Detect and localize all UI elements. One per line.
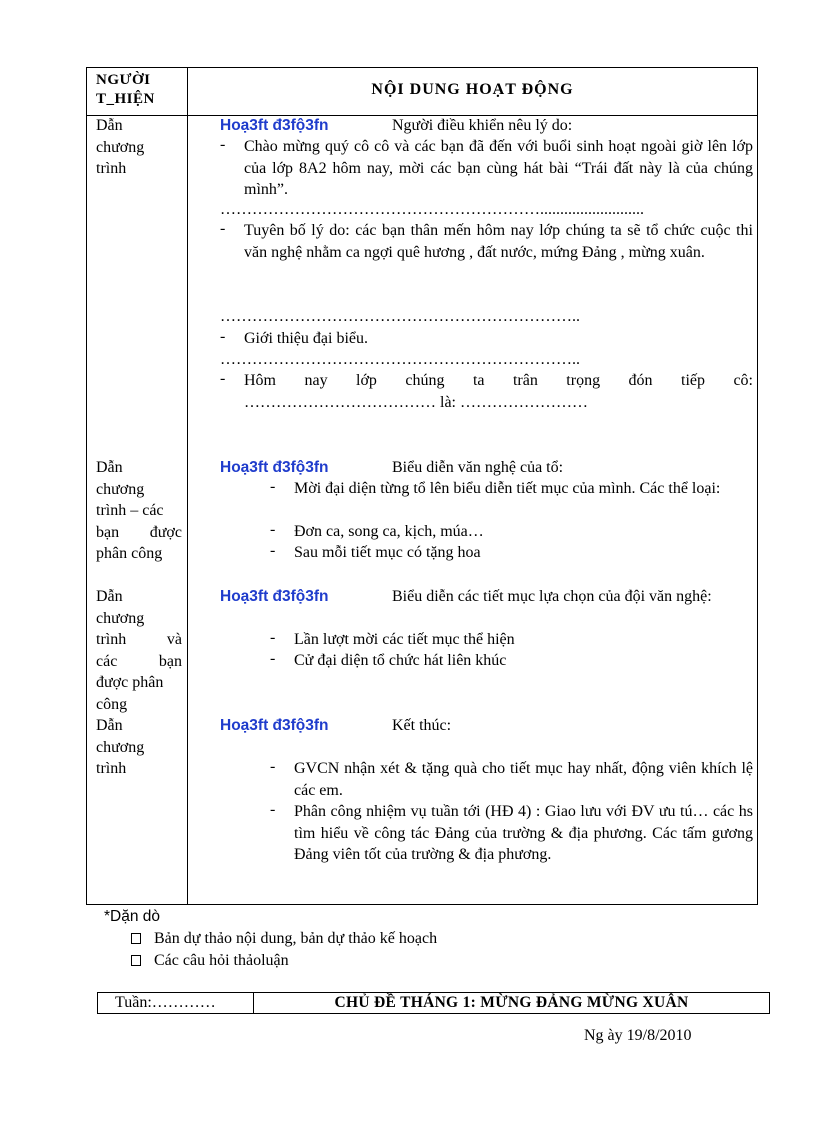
activity-intro: Kết thúc:	[392, 717, 452, 734]
activity-label: Hoạ3ft đ3fộ3fn	[220, 459, 329, 476]
performer-line: trình và	[96, 631, 182, 648]
activity-label: Hoạ3ft đ3fộ3fn	[220, 717, 329, 734]
notes-title: *Dặn dò	[104, 908, 161, 925]
bullet-item: - Đơn ca, song ca, kịch, múa…	[270, 521, 753, 543]
dotted-line: …………………………………………………………..	[220, 308, 580, 325]
dotted-line: …………………………………………………………..	[220, 351, 580, 368]
bullet-item: - Cử đại diện tổ chức hát liên khúc	[270, 650, 753, 672]
note-text: Các câu hỏi thảoluận	[154, 952, 289, 969]
checkbox-icon	[131, 955, 141, 966]
bullet-text: Sau mỗi tiết mục có tặng hoa	[294, 544, 481, 561]
header-performer: NGƯỜI T_HIỆN	[96, 72, 155, 107]
bullet-item: - GVCN nhận xét & tặng quà cho tiết mục hay nhất, động viên khích lệ các em.	[270, 758, 753, 801]
activity-intro: Biểu diễn các tiết mục lựa chọn của đội văn nghệ:	[392, 588, 712, 605]
bullet-text: Mời đại diện từng tổ lên biểu diễn tiết mục của mình. Các thể loại:	[294, 480, 721, 497]
row-4-performer	[96, 715, 182, 780]
bullet-text: GVCN nhận xét & tặng quà cho tiết mục hay nhất, động viên khích lệ các em.	[294, 760, 753, 799]
performer-line: trình – các	[96, 502, 164, 519]
bullet-text: Hôm nay lớp chúng ta trân trọng đón tiếp cô:	[244, 372, 753, 389]
bullet-text: Đơn ca, song ca, kịch, múa…	[294, 523, 484, 540]
bullet-item: - Hôm nay lớp chúng ta trân trọng đón tiếp cô:	[220, 370, 753, 392]
bullet-item: - Giới thiệu đại biểu.	[220, 328, 753, 350]
column-divider	[187, 68, 188, 904]
performer-line: Dẫn	[96, 117, 123, 134]
notes-section	[104, 906, 437, 972]
performer-line: Dẫn	[96, 717, 123, 734]
bullet-item: - Phân công nhiệm vụ tuần tới (HĐ 4) : Giao lưu với ĐV ưu tú… các hs tìm hiểu về công tác Đảng của trường & địa phương. Các tấm gương Đảng viên tốt của trường & địa phương.	[270, 801, 753, 866]
dots-name: ………………………………	[244, 394, 436, 411]
label-la: là:	[440, 394, 456, 411]
bullet-text: Giới thiệu đại biểu.	[244, 330, 368, 347]
row-2-performer	[96, 457, 182, 565]
bullet-text: Cử đại diện tổ chức hát liên khúc	[294, 652, 507, 669]
activity-label: Hoạ3ft đ3fộ3fn	[220, 117, 329, 134]
bullet-text: Lần lượt mời các tiết mục thể hiện	[294, 631, 515, 648]
bullet-text: Phân công nhiệm vụ tuần tới (HĐ 4) : Giao lưu với ĐV ưu tú… các hs tìm hiểu về công tác Đảng của trường & địa phương. Các tấm gương Đảng viên tốt của trường & địa phương.	[294, 803, 753, 863]
bullet-item: - Tuyên bố lý do: các bạn thân mến hôm nay lớp chúng ta sẽ tổ chức cuộc thi văn nghệ nhằm ca ngợi quê hương , đất nước, mứng Đảng , mừng xuân.	[220, 220, 753, 263]
footer-bar	[97, 992, 770, 1014]
bullet-item: - Chào mừng quý cô cô và các bạn đã đến với buổi sinh hoạt ngoài giờ lên lớp của lớp 8A2 hôm nay, mời các bạn cùng hát bài “Trái đất này là của chúng mình”.	[220, 136, 753, 201]
performer-line: phân công	[96, 545, 163, 562]
note-item	[104, 928, 437, 950]
bullet-item: - Mời đại diện từng tổ lên biểu diễn tiết mục của mình. Các thể loại:	[270, 478, 753, 500]
performer-line: Dẫn	[96, 588, 123, 605]
performer-line: Dẫn	[96, 459, 123, 476]
checkbox-icon	[131, 933, 141, 944]
activity-intro: Người điều khiển nêu lý do:	[392, 117, 573, 134]
activity-intro: Biểu diễn văn nghệ của tổ:	[392, 459, 564, 476]
performer-line: chương	[96, 609, 145, 627]
performer-line: chương	[96, 738, 145, 756]
document-date: Ng ày 19/8/2010	[584, 1027, 692, 1044]
note-item	[104, 950, 437, 972]
week-label: Tuần:…………	[115, 994, 216, 1011]
bullet-item: - Lần lượt mời các tiết mục thể hiện	[270, 629, 753, 651]
header-content: NỘI DUNG HOẠT ĐỘNG	[371, 81, 574, 98]
bullet-text: Chào mừng quý cô cô và các bạn đã đến với buổi sinh hoạt ngoài giờ lên lớp của lớp 8A2 hôm nay, mời các bạn cùng hát bài “Trái đất này là của chúng mình”.	[244, 138, 753, 198]
performer-line: chương	[96, 480, 145, 498]
performer-line: trình	[96, 160, 127, 177]
month-theme: CHỦ ĐỀ THÁNG 1: MỪNG ĐẢNG MỪNG XUÂN	[334, 994, 689, 1011]
row-3-performer	[96, 586, 182, 715]
activity-table	[86, 67, 758, 905]
dotted-fill	[244, 392, 684, 414]
bullet-item: - Sau mỗi tiết mục có tặng hoa	[270, 542, 753, 564]
performer-line: các bạn	[96, 652, 182, 670]
row-1-performer	[96, 115, 182, 180]
note-text: Bản dự thảo nội dung, bản dự thảo kế hoạch	[154, 930, 438, 947]
activity-label: Hoạ3ft đ3fộ3fn	[220, 588, 329, 605]
dotted-line: ……………………………………………………..........................	[220, 201, 644, 218]
performer-line: trình	[96, 760, 127, 777]
performer-line: bạn được	[96, 523, 182, 541]
dots-role: ……………………	[460, 394, 588, 411]
bullet-text: Tuyên bố lý do: các bạn thân mến hôm nay lớp chúng ta sẽ tổ chức cuộc thi văn nghệ nhằm ca ngợi quê hương , đất nước, mứng Đảng , mừng xuân.	[244, 222, 753, 261]
performer-line: công	[96, 695, 128, 713]
performer-line: được phân	[96, 674, 164, 691]
performer-line: chương	[96, 138, 145, 156]
